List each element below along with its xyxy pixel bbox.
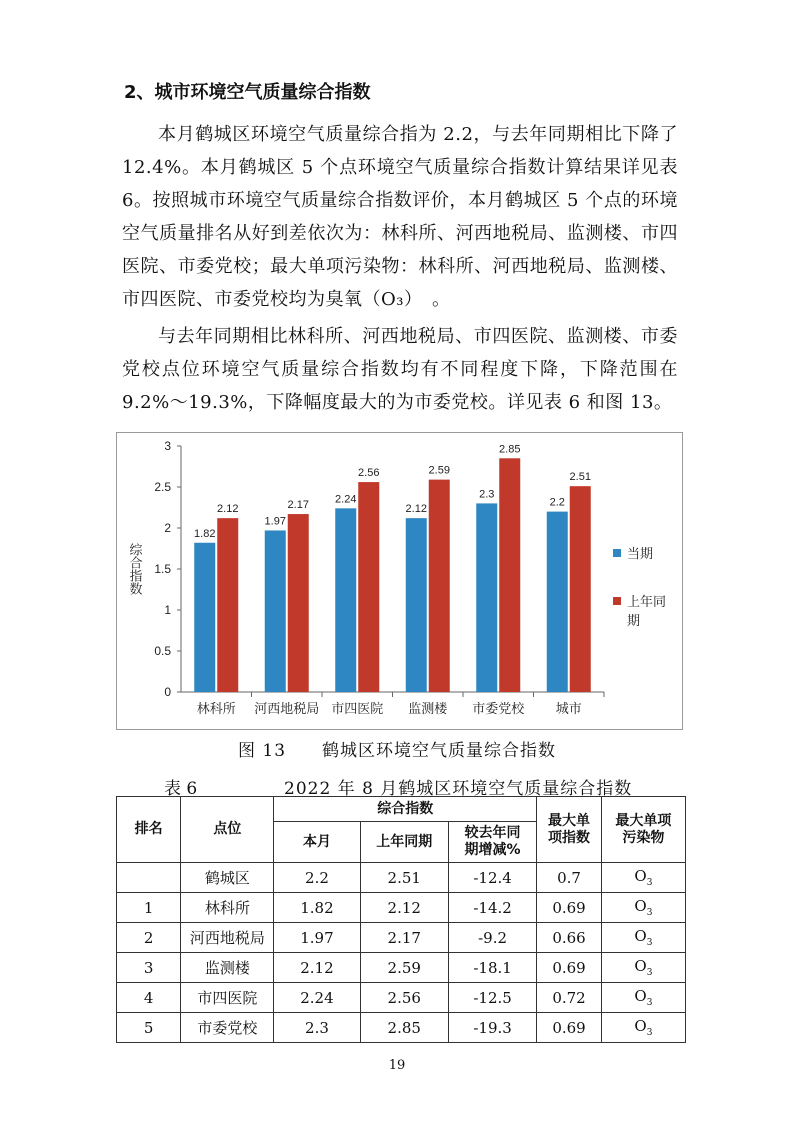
figure-caption: 图 13 鹤城区环境空气质量综合指数 bbox=[237, 741, 557, 761]
composite-index-table bbox=[116, 796, 686, 1043]
cell-max-index: 0.69 bbox=[537, 953, 602, 983]
data-label: 2.59 bbox=[428, 464, 450, 477]
header-last-year: 上年同期 bbox=[360, 822, 448, 863]
header-max-pollutant-line2: 污染物 bbox=[622, 829, 665, 846]
header-composite-group: 综合指数 bbox=[274, 797, 537, 822]
cell-pollutant: $O_3$ bbox=[601, 953, 685, 983]
cell-last-year: 2.51 bbox=[360, 863, 448, 893]
cell-site: 市委党校 bbox=[181, 1013, 274, 1043]
bar-last-year bbox=[570, 486, 591, 692]
cell-rank: 1 bbox=[117, 893, 181, 923]
y-tick-label: 1.5 bbox=[154, 562, 171, 576]
cell-rank: 3 bbox=[117, 953, 181, 983]
y-tick-label: 0 bbox=[164, 685, 171, 699]
x-tick-label: 城市 bbox=[555, 702, 582, 717]
header-change-line1: 较去年同 bbox=[464, 825, 521, 841]
header-max-index bbox=[537, 797, 602, 863]
data-label: 1.82 bbox=[194, 527, 216, 540]
chart-svg bbox=[117, 433, 682, 729]
x-tick-label: 林科所 bbox=[196, 702, 236, 717]
cell-this-month: 2.3 bbox=[274, 1013, 360, 1043]
header-max-index-line1: 最大单 bbox=[548, 812, 591, 829]
header-change-line2: 期增减% bbox=[464, 842, 521, 858]
paragraph-comparison: 与去年同期相比林科所、河西地税局、市四医院、监测楼、市委党校点位环境空气质量综合指数均有不同程度下降，下降范围在9.2%～19.3%，下降幅度最大的为市委党校。详见表 6 和图 13。 bbox=[122, 326, 678, 413]
cell-change: -12.5 bbox=[448, 983, 536, 1013]
cell-change: -12.4 bbox=[448, 863, 536, 893]
y-tick-label: 2.5 bbox=[154, 480, 171, 494]
cell-pollutant: $O_3$ bbox=[601, 1013, 685, 1043]
table-row bbox=[117, 953, 686, 983]
bar-current bbox=[547, 512, 568, 692]
data-label: 2.51 bbox=[569, 471, 591, 484]
cell-max-index: 0.72 bbox=[537, 983, 602, 1013]
cell-last-year: 2.59 bbox=[360, 953, 448, 983]
data-label: 2.3 bbox=[479, 488, 495, 501]
cell-rank: 4 bbox=[117, 983, 181, 1013]
bar-current bbox=[194, 543, 215, 692]
table-row bbox=[117, 1013, 686, 1043]
cell-site: 河西地税局 bbox=[181, 923, 274, 953]
cell-site: 市四医院 bbox=[181, 983, 274, 1013]
cell-last-year: 2.85 bbox=[360, 1013, 448, 1043]
header-change bbox=[448, 822, 536, 863]
data-label: 1.97 bbox=[264, 515, 286, 528]
bar-last-year bbox=[429, 480, 450, 692]
x-tick-label: 市委党校 bbox=[472, 702, 525, 717]
table-row bbox=[117, 923, 686, 953]
header-site: 点位 bbox=[181, 797, 274, 863]
cell-change: -9.2 bbox=[448, 923, 536, 953]
y-tick-label: 3 bbox=[164, 439, 171, 453]
table-row bbox=[117, 863, 686, 893]
cell-this-month: 1.97 bbox=[274, 923, 360, 953]
page-number: 19 bbox=[388, 1058, 406, 1073]
x-tick-label: 监测楼 bbox=[408, 702, 448, 717]
legend-swatch bbox=[613, 549, 621, 557]
table-name: 2022 年 8 月鹤城区环境空气质量综合指数 bbox=[284, 779, 633, 799]
cell-change: -19.3 bbox=[448, 1013, 536, 1043]
bar-last-year bbox=[499, 458, 520, 692]
y-tick-label: 2 bbox=[164, 521, 171, 535]
bar-current bbox=[335, 508, 356, 692]
legend-label: 上年同 bbox=[627, 595, 667, 610]
cell-change: -14.2 bbox=[448, 893, 536, 923]
header-max-pollutant-line1: 最大单项 bbox=[615, 812, 672, 829]
cell-max-index: 0.69 bbox=[537, 1013, 602, 1043]
cell-this-month: 2.2 bbox=[274, 863, 360, 893]
cell-site: 林科所 bbox=[181, 893, 274, 923]
cell-last-year: 2.17 bbox=[360, 923, 448, 953]
cell-pollutant: $O_3$ bbox=[601, 923, 685, 953]
cell-change: -18.1 bbox=[448, 953, 536, 983]
cell-site: 鹤城区 bbox=[181, 863, 274, 893]
paragraph-summary: 本月鹤城区环境空气质量综合指为 2.2，与去年同期相比下降了 12.4%。本月鹤城区 5 个点环境空气质量综合指数计算结果详见表 6。按照城市环境空气质量综合指数评价，本月鹤城区 5 个点的环境空气质量排名从好到差依次为：林科所、河西地税局、监测楼、市四医院、市委党校；最大单项污染物：林科所、河西地税局、监测楼、市四医院、市委党校均为臭氧（O₃） 。 bbox=[122, 124, 678, 310]
y-tick-label: 0.5 bbox=[154, 644, 171, 658]
data-label: 2.85 bbox=[499, 443, 521, 456]
cell-site: 监测楼 bbox=[181, 953, 274, 983]
section-heading: 2、城市环境空气质量综合指数 bbox=[124, 82, 371, 103]
cell-this-month: 2.24 bbox=[274, 983, 360, 1013]
legend-swatch bbox=[613, 597, 621, 605]
cell-this-month: 2.12 bbox=[274, 953, 360, 983]
data-label: 2.17 bbox=[287, 499, 309, 512]
bar-last-year bbox=[358, 482, 379, 692]
cell-last-year: 2.12 bbox=[360, 893, 448, 923]
table-row bbox=[117, 893, 686, 923]
header-max-index-line2: 项指数 bbox=[548, 829, 591, 846]
cell-rank: 2 bbox=[117, 923, 181, 953]
legend-label: 期 bbox=[627, 614, 641, 629]
table-row bbox=[117, 983, 686, 1013]
bar-current bbox=[406, 518, 427, 692]
cell-max-index: 0.66 bbox=[537, 923, 602, 953]
bar-current bbox=[476, 503, 497, 692]
cell-rank bbox=[117, 863, 181, 893]
data-label: 2.24 bbox=[335, 493, 357, 506]
y-axis-label: 综合指数 bbox=[126, 543, 142, 595]
cell-pollutant: $O_3$ bbox=[601, 863, 685, 893]
table-number: 表 6 bbox=[164, 779, 198, 799]
data-label: 2.12 bbox=[217, 503, 239, 516]
bar-current bbox=[265, 530, 286, 692]
header-max-pollutant bbox=[601, 797, 685, 863]
bar-last-year bbox=[217, 518, 238, 692]
cell-max-index: 0.69 bbox=[537, 893, 602, 923]
header-this-month: 本月 bbox=[274, 822, 360, 863]
cell-pollutant: $O_3$ bbox=[601, 983, 685, 1013]
y-tick-label: 1 bbox=[164, 603, 171, 617]
data-label: 2.2 bbox=[549, 496, 565, 509]
x-tick-label: 河西地税局 bbox=[254, 702, 320, 717]
cell-rank: 5 bbox=[117, 1013, 181, 1043]
composite-index-chart bbox=[116, 432, 683, 730]
cell-last-year: 2.56 bbox=[360, 983, 448, 1013]
cell-max-index: 0.7 bbox=[537, 863, 602, 893]
legend-label: 当期 bbox=[627, 547, 654, 562]
x-tick-label: 市四医院 bbox=[331, 702, 384, 717]
data-label: 2.12 bbox=[405, 503, 427, 516]
cell-this-month: 1.82 bbox=[274, 893, 360, 923]
data-label: 2.56 bbox=[358, 467, 380, 480]
bar-last-year bbox=[288, 514, 309, 692]
cell-pollutant: $O_3$ bbox=[601, 893, 685, 923]
header-rank: 排名 bbox=[117, 797, 181, 863]
